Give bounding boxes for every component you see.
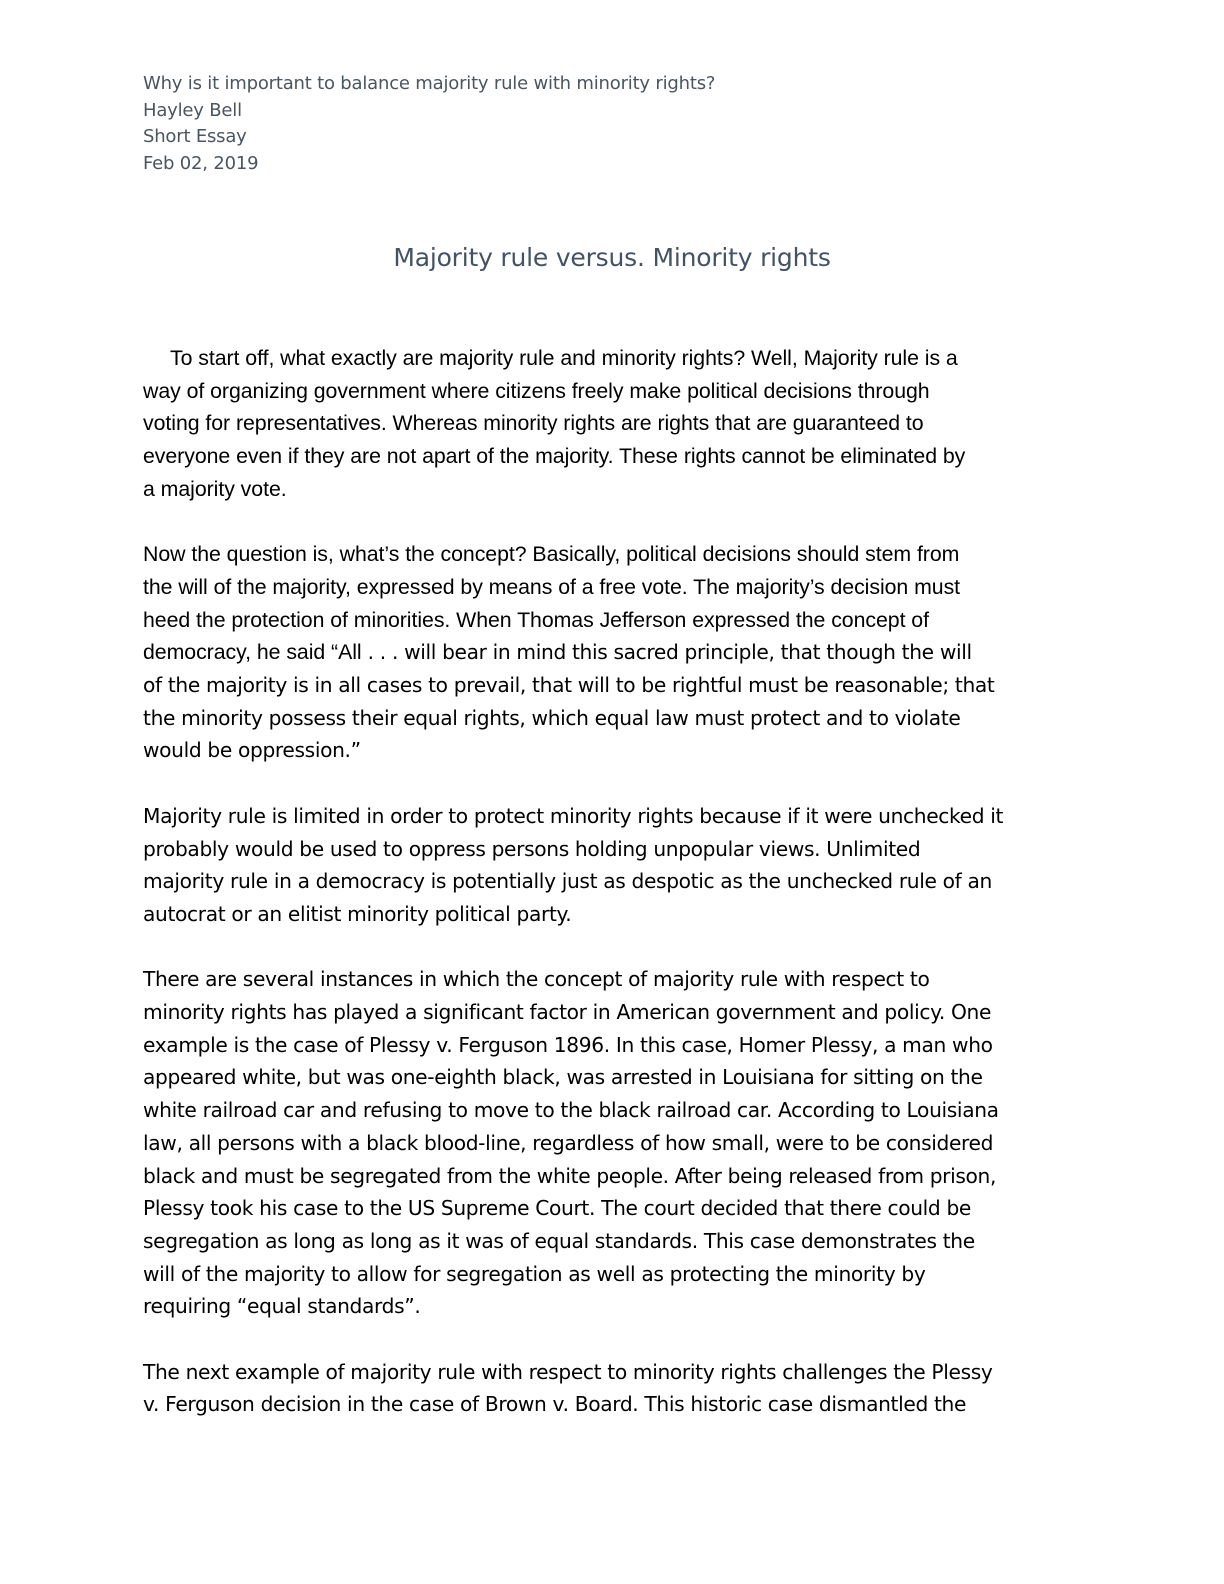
paragraph-gap [143,767,1083,800]
text-line: the minority possess their equal rights, which equal law must protect and to violate [143,705,961,730]
paragraph-3 [143,800,1083,931]
text-line: autocrat or an elitist minority political party. [143,901,572,926]
text-line: of the majority is in all cases to prevail, that will to be rightful must be reasonable; that [143,673,995,698]
paragraph-5 [143,1356,1083,1421]
text-line: heed the protection of minorities. When Thomas Jefferson expressed the concept of [143,607,929,632]
text-line: minority rights has played a significant factor in American government and policy. One [143,1000,992,1025]
text-line: requiring “equal standards”. [143,1294,421,1319]
text-line: the will of the majority, expressed by means of a free vote. The majority’s decision must [143,574,961,599]
paragraph-2 [143,538,1083,767]
text-line: appeared white, but was one-eighth black, was arrested in Louisiana for sitting on the [143,1065,983,1090]
paragraph-gap [143,506,1083,539]
text-line: a majority vote. [143,476,287,501]
text-line: will of the majority to allow for segregation as well as protecting the minority by [143,1261,926,1286]
essay-body [143,342,1083,1421]
text-line: segregation as long as long as it was of equal standards. This case demonstrates the [143,1228,975,1253]
text-line: way of organizing government where citizens freely make political decisions through [143,378,930,403]
essay-question: Why is it important to balance majority rule with minority rights? [143,73,716,94]
text-segment: . . . will bear in mind this sacred principle, that though the will [361,640,972,665]
text-line: white railroad car and refusing to move to the black railroad car. According to Louisiana [143,1098,999,1123]
text-line: Plessy took his case to the US Supreme Court. The court decided that there could be [143,1196,971,1221]
text-segment: democracy, he said “All [143,640,362,665]
text-line: To start off, what exactly are majority rule and minority rights? Well, Majority rule is a [170,346,958,370]
text-line: probably would be used to oppress persons holding unpopular views. Unlimited [143,836,921,861]
text-line: There are several instances in which the concept of majority rule with respect to [143,967,930,992]
text-line: would be oppression.” [143,738,361,763]
paragraph-gap [143,931,1083,964]
text-line: black and must be segregated from the white people. After being released from prison, [143,1163,997,1188]
essay-type: Short Essay [143,126,247,147]
paragraph-gap [143,1323,1083,1356]
essay-date: Feb 02, 2019 [143,152,259,174]
paragraph-1 [143,342,1083,506]
text-line: Majority rule is limited in order to protect minority rights because if it were unchecked it [143,803,1004,828]
text-line: everyone even if they are not apart of the majority. These rights cannot be eliminated by [143,444,966,469]
text-line: v. Ferguson decision in the case of Brown v. Board. This historic case dismantled the [143,1392,967,1417]
text-line-mixed [143,636,1083,669]
document-header [143,71,1043,177]
text-line: majority rule in a democracy is potentially just as despotic as the unchecked rule of an [143,869,992,894]
text-line: voting for representatives. Whereas minority rights are rights that are guaranteed to [143,411,924,436]
author-name: Hayley Bell [143,99,242,121]
essay-title: Majority rule versus. Minority rights [393,243,831,272]
paragraph-4 [143,963,1083,1323]
text-line: law, all persons with a black blood-line, regardless of how small, were to be considered [143,1130,994,1155]
text-line: The next example of majority rule with respect to minority rights challenges the Plessy [143,1359,993,1384]
text-line: example is the case of Plessy v. Ferguson 1896. In this case, Homer Plessy, a man who [143,1032,993,1057]
text-line: Now the question is, what’s the concept? Basically, political decisions should stem from [143,542,960,567]
